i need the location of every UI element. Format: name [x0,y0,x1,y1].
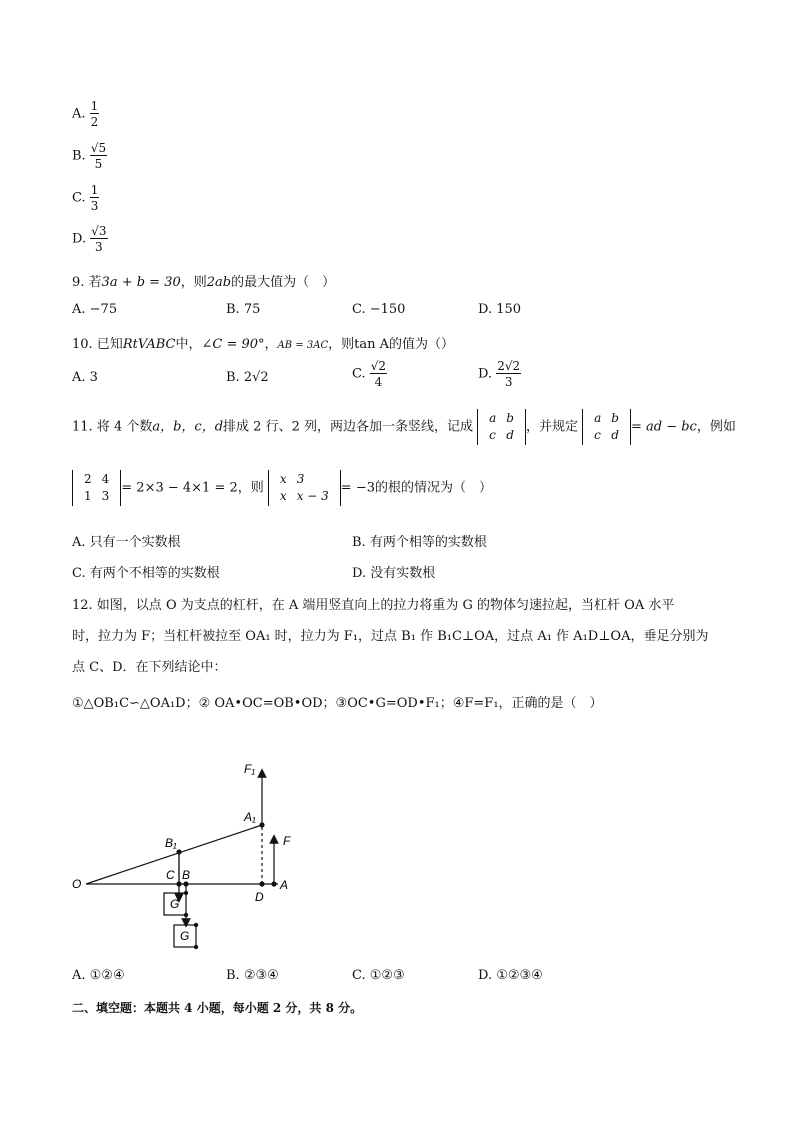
label-a: A [280,878,289,892]
label-c: C [166,868,175,882]
point-a1 [259,822,264,827]
q10-option-b: B. 2√2 [226,370,269,385]
q9-option-b: B. 75 [226,302,261,317]
q10-option-d: D. $\frac{2√2}{3}$ [478,359,521,389]
fraction: $\frac{2√2}{3}$ [497,359,521,389]
lever-diagram [60,755,320,955]
question-9: 9. 若3a + b = 30，则2ab的最大值为（ ） [72,275,336,290]
q9-option-a: A. −75 [72,302,118,317]
option-c [72,184,99,212]
section-heading: 二、填空题：本题共 4 小题，每小题 2 分，共 8 分。 [72,1001,363,1015]
q11-option-d: D. 没有实数根 [352,566,436,581]
question-12-line2: 时，拉力为 F；当杠杆被拉至 OA₁ 时，拉力为 F₁，过点 B₁ 作 B₁C⊥OA，过点 A₁ 作 A₁D⊥OA，垂足分别为 [72,629,709,644]
option-a [72,100,99,128]
question-11-line2: 2 4 1 3 = 2×3 − 4×1 = 2，则 x 3 x x − 3 = −3的根的情况为（ ） [72,470,492,506]
point-d [259,881,264,886]
q12-option-d: D. ①②③④ [478,968,543,983]
option-label: A. [72,106,86,122]
option-label: D. [72,231,87,247]
fraction: $\frac{1}{2}$ [90,99,99,129]
q11-option-c: C. 有两个不相等的实数根 [72,566,220,581]
label-a1: A₁ [244,810,256,824]
q9-option-c: C. −150 [352,302,406,317]
label-b1: B₁ [165,836,177,850]
determinant-example: 2 4 1 3 [72,470,121,506]
q10-option-a: A. 3 [72,370,98,385]
label-g-upper: G [170,897,180,911]
fraction: $\frac{√5}{5}$ [90,141,107,171]
question-12-line4: ①△OB₁C∽△OA₁D；② OA•OC=OB•OD；③OC•G=OD•F₁；④F=F₁，正确的是（ ） [72,696,603,711]
option-b [72,142,107,170]
label-d: D [255,890,264,904]
fraction: $\frac{1}{3}$ [90,183,99,213]
question-10: 10. 已知RtVABC中，∠C = 90°，AB = 3AC，则tan A的值为（） [72,337,454,352]
q9-option-d: D. 150 [478,302,522,317]
point-b1 [176,849,181,854]
question-11-line1: 11. 将 4 个数a，b，c，d排成 2 行、2 列，两边各加一条竖线，记成 a b c d ，并规定 a b c d = ad − bc，例如 [72,409,736,445]
determinant-abcd-2: a b c d [582,409,631,445]
q10-option-c: C. $\frac{√2}{4}$ [352,359,387,389]
q12-option-a: A. ①②④ [72,968,125,983]
determinant-abcd: a b c d [477,409,526,445]
q11-option-a: A. 只有一个实数根 [72,535,181,550]
label-f1: F₁ [244,762,256,776]
q11-option-b: B. 有两个相等的实数根 [352,535,487,550]
label-f: F [283,834,291,848]
point-a [271,881,276,886]
question-12-line1: 12. 如图，以点 O 为支点的杠杆，在 A 端用竖直向上的拉力将重为 G 的物体匀速拉起，当杠杆 OA 水平 [72,598,675,613]
point-c [176,881,181,886]
label-b: B [182,868,191,882]
fraction: $\frac{√3}{3}$ [91,224,107,254]
hook-mid [184,913,188,917]
hook-upper [184,891,188,895]
hook-lower-top [194,923,198,927]
point-b [183,881,188,886]
label-o: O [72,877,82,891]
hook-lower-bottom [194,945,198,949]
determinant-x: x 3 x x − 3 [268,470,341,506]
option-label: C. [72,190,86,206]
fraction: $\frac{√2}{4}$ [370,359,387,389]
option-d [72,225,108,253]
label-g-lower: G [180,929,190,943]
question-12-line3: 点 C、D．在下列结论中： [72,660,227,675]
q12-option-c: C. ①②③ [352,968,405,983]
q12-option-b: B. ②③④ [226,968,279,983]
option-label: B. [72,148,86,164]
